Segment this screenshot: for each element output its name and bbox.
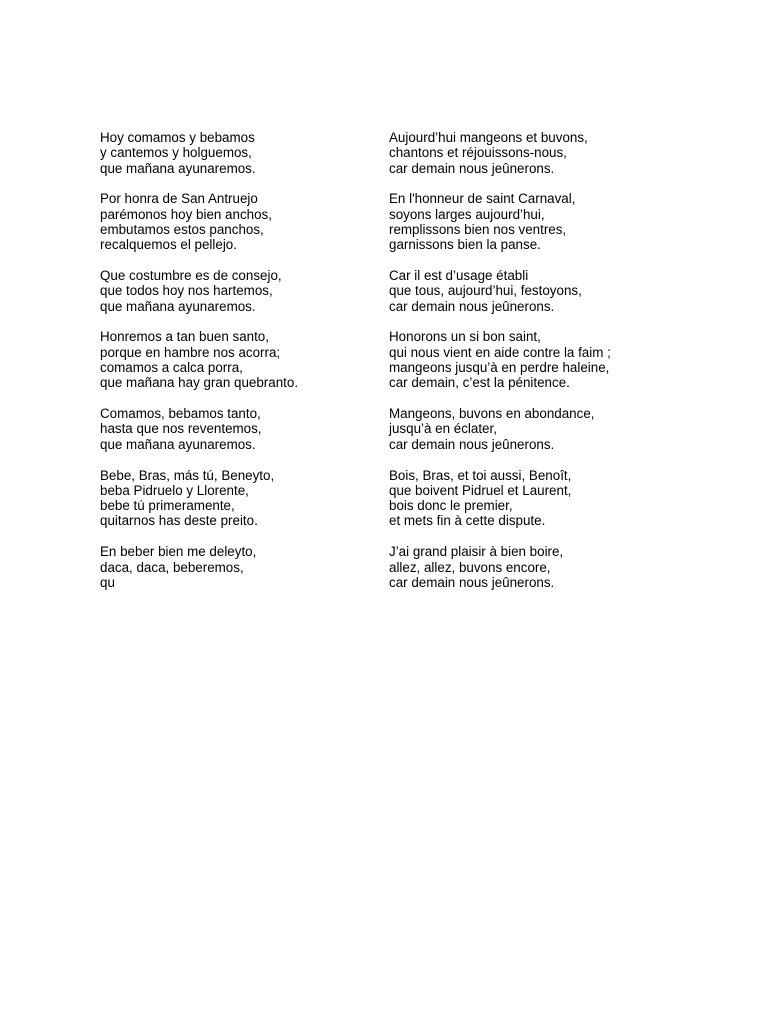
stanza <box>389 406 689 452</box>
poem-line: qu <box>100 574 115 590</box>
poem-line: porque en hambre nos acorra; <box>100 344 281 360</box>
poem-line: car demain nous jeûnerons. <box>389 160 555 176</box>
poem-line: que mañana ayunaremos. <box>100 298 256 314</box>
poem-line: que boivent Pidruel et Laurent, <box>389 482 572 498</box>
poem-line: bebe tú primeramente, <box>100 498 235 514</box>
poem-line: En beber bien me deleyto, <box>100 544 257 560</box>
poem-line: bois donc le premier, <box>389 498 513 514</box>
poem-line: Bebe, Bras, más tú, Beneyto, <box>100 467 275 483</box>
poem-line: Honorons un si bon saint, <box>389 329 541 345</box>
stanza <box>389 544 689 590</box>
poem-line: remplissons bien nos ventres, <box>389 221 567 237</box>
poem-line: que mañana ayunaremos. <box>100 436 256 452</box>
poem-line: Comamos, bebamos tanto, <box>100 406 261 422</box>
poem-line: chantons et réjouissons-nous, <box>389 145 567 161</box>
poem-line: que mañana ayunaremos. <box>100 160 256 176</box>
stanza <box>100 406 370 452</box>
poem-line: J’ai grand plaisir à bien boire, <box>389 544 564 560</box>
poem-line: mangeons jusqu’à en perdre haleine, <box>389 360 610 376</box>
poem-line: Por honra de San Antruejo <box>100 191 258 207</box>
stanza <box>100 268 370 314</box>
poem-line: que tous, aujourd’hui, festoyons, <box>389 283 582 299</box>
poem-line: Mangeons, buvons en abondance, <box>389 406 595 422</box>
poem-line: Hoy comamos y bebamos <box>100 130 255 145</box>
poem-line: Bois, Bras, et toi aussi, Benoît, <box>389 467 572 483</box>
poem-line: hasta que nos reventemos, <box>100 421 262 437</box>
poem-line: comamos a calca porra, <box>100 360 243 376</box>
stanza <box>100 191 370 252</box>
stanza <box>100 329 370 390</box>
stanza <box>389 268 689 314</box>
poem-line: Car il est d’usage établi <box>389 268 529 284</box>
french-translation-column <box>389 130 689 606</box>
poem-line: quitarnos has deste preito. <box>100 513 258 529</box>
poem-line: parémonos hoy bien anchos, <box>100 206 272 222</box>
stanza <box>100 468 370 529</box>
poem-line: Honremos a tan buen santo, <box>100 329 269 345</box>
poem-line: Que costumbre es de consejo, <box>100 268 282 284</box>
poem-line: car demain nous jeûnerons. <box>389 298 555 314</box>
poem-line: allez, allez, buvons encore, <box>389 559 551 575</box>
poem-line: car demain nous jeûnerons. <box>389 574 555 590</box>
stanza <box>389 329 689 390</box>
stanza <box>100 130 370 176</box>
poem-line: qui nous vient en aide contre la faim ; <box>389 344 611 360</box>
stanza <box>389 468 689 529</box>
poem-line: recalquemos el pellejo. <box>100 237 237 253</box>
poem-line: En l'honneur de saint Carnaval, <box>389 191 576 207</box>
poem-line: y cantemos y holguemos, <box>100 145 252 161</box>
poem-line: car demain, c’est la pénitence. <box>389 375 570 391</box>
poem-line: soyons larges aujourd’hui, <box>389 206 545 222</box>
spanish-poem-column <box>100 130 370 606</box>
stanza <box>389 191 689 252</box>
poem-line: et mets fin à cette dispute. <box>389 513 546 529</box>
poem-line: car demain nous jeûnerons. <box>389 436 555 452</box>
poem-line: daca, daca, beberemos, <box>100 559 244 575</box>
stanza <box>100 544 370 590</box>
poem-line: garnissons bien la panse. <box>389 237 541 253</box>
poem-line: jusqu’à en éclater, <box>389 421 497 437</box>
stanza <box>389 130 689 176</box>
poem-line: Aujourd’hui mangeons et buvons, <box>389 130 588 145</box>
poem-line: que mañana hay gran quebranto. <box>100 375 299 391</box>
poem-line: beba Pidruelo y Llorente, <box>100 482 249 498</box>
poem-line: que todos hoy nos hartemos, <box>100 283 273 299</box>
poem-line: embutamos estos panchos, <box>100 221 264 237</box>
